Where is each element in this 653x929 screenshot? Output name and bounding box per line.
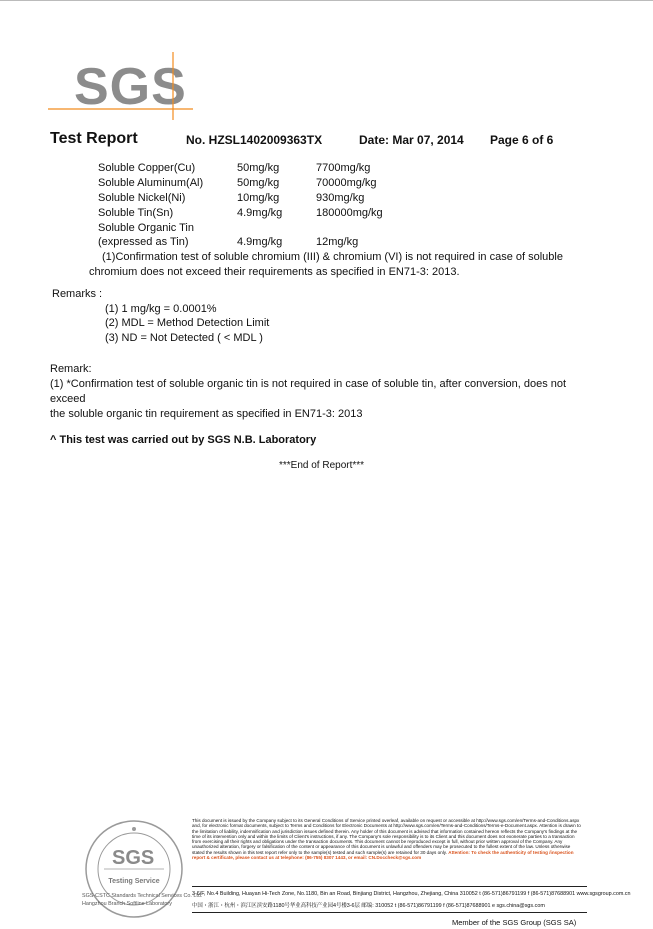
result-name: Soluble Tin(Sn) [98,207,174,219]
remark-line: (1) *Confirmation test of soluble organic tin is not required in case of soluble tin, after conversion, does not [50,378,567,390]
result-mdl: 4.9mg/kg [237,236,283,248]
disclaimer-text: This document is issued by the Company subject to its General Conditions of Service printed overleaf, available on request or accessible at http://www.sgs.com/en/Terms-and-Conditions.aspx and, for electronic format documents, subject to Terms and Conditions for Electronic Documents at http://www.sgs.com/en/Terms-and-Conditions/Terms-e-Document.aspx. Attention is drawn to the limitation of liability, indemnification and jurisdiction issues defined therein. Any holder of this document is advised that information contained hereon reflects the Company's findings at the time of its intervention only and within the limits of Client's instructions, if any. The Company's sole responsibility is to its Client and this document does not exonerate parties to a transaction from exercising all their rights and obligations under the transaction documents. This document cannot be reproduced except in full, without prior written approval of the Company. Any unauthorized alteration, forgery or falsification of the content or appearance of this document is unlawful and offenders may be prosecuted to the fullest extent of the law. Unless otherwise stated the results shown in this test report refer only to the sample(s) tested and such sample(s) are retained for 30 days only. [192,818,581,855]
result-limit: 12mg/kg [316,236,359,248]
result-limit: 7700mg/kg [316,162,371,174]
result-name: Soluble Organic Tin [98,222,194,234]
footer-divider [192,912,587,913]
top-border [0,0,653,1]
address-english: 3-6/F, No.4 Building, Huayan Hi-Tech Zone, No.1180, Bin an Road, Binjiang District, Hangzhou, Zhejiang, China 310052 t (86-571)86791199 f (86-571)87688901 www.sgsgroup.com.cn [192,891,631,897]
result-name: Soluble Copper(Cu) [98,162,196,174]
footer-divider [192,886,587,887]
result-limit: 70000mg/kg [316,177,377,189]
lab-note: ^ This test was carried out by SGS N.B. Laboratory [50,434,317,446]
result-name: (expressed as Tin) [98,236,189,248]
result-mdl: 50mg/kg [237,162,280,174]
address-chinese: 中国・浙江・杭州・滨江区滨安路1180号华业高科技产业园4号楼3-6层 邮编: 310052 t (86-571)86791199 f (86-571)87688901 e sgs.china@sgs.com [192,903,545,909]
result-limit: 180000mg/kg [316,207,383,219]
report-date: Date: Mar 07, 2014 [359,133,464,147]
remarks-heading: Remarks : [52,288,103,300]
result-limit: 930mg/kg [316,192,365,204]
lab-name-en: SGS-CSTC Standards Technical Services Co. Ltd. [82,893,203,899]
remark-heading: Remark: [50,363,92,375]
result-mdl: 4.9mg/kg [237,207,283,219]
svg-text:SGS: SGS [112,847,155,869]
report-number: No. HZSL1402009363TX [186,133,323,147]
result-mdl: 10mg/kg [237,192,280,204]
remark-line: the soluble organic tin requirement as specified in EN71-3: 2013 [50,408,363,420]
remark-line: exceed [50,393,86,405]
note-line: (1)Confirmation test of soluble chromium (III) & chromium (VI) is not required in case of soluble [102,251,563,263]
result-name: Soluble Nickel(Ni) [98,192,186,204]
result-name: Soluble Aluminum(Al) [98,177,204,189]
sgs-logo [48,52,193,120]
remarks-item: (1) 1 mg/kg = 0.0001% [105,303,217,315]
remarks-item: (2) MDL = Method Detection Limit [105,317,270,329]
page-title: Test Report [50,130,138,147]
authenticity-notice: Attention: To check the authenticity of testing /inspection report & certificate, please contact us at telephone: (86-755) 8307 1443, or email: CN.Doccheck@sgs.com [192,849,574,861]
stamp-label: Testing Service [108,878,160,885]
page-number: Page 6 of 6 [490,133,554,147]
end-of-report: ***End of Report*** [279,460,365,471]
svg-text:SGS: SGS [74,58,187,116]
member-text: Member of the SGS Group (SGS SA) [452,918,577,927]
footer-disclaimer [192,818,584,860]
note-line: chromium does not exceed their requirements as specified in EN71-3: 2013. [89,266,460,278]
remarks-item: (3) ND = Not Detected ( < MDL ) [105,332,263,344]
result-mdl: 50mg/kg [237,177,280,189]
lab-name-cn: Hangzhou Branch Softline Laboratory [82,901,172,907]
